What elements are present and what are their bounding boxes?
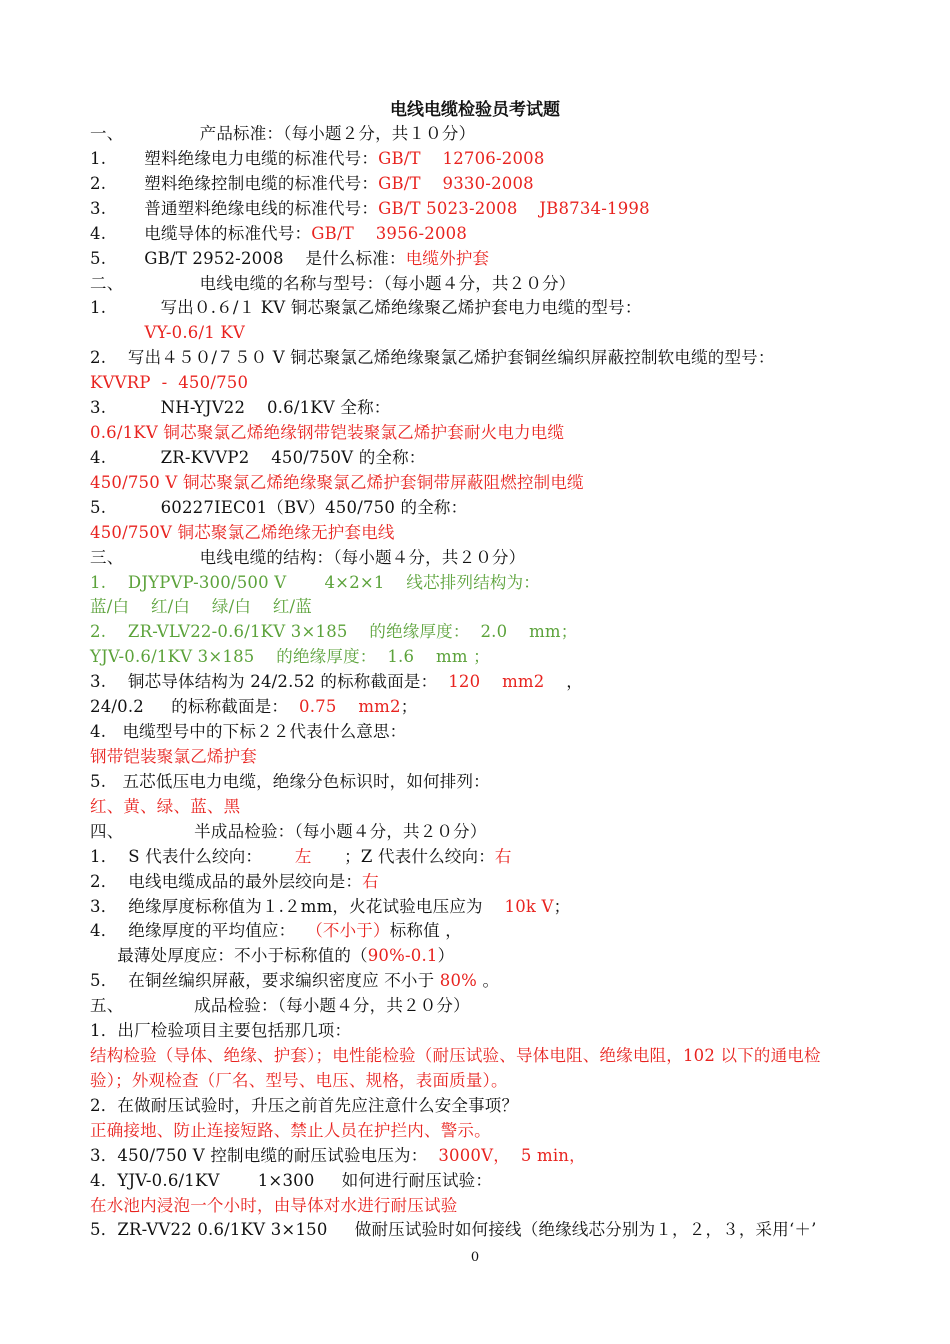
answer-text: GB/T 3956-2008 (311, 223, 468, 243)
text-line (90, 1046, 821, 1066)
answer-text: 450/750 V 铜芯聚氯乙烯绝缘聚氯乙烯护套铜带屏蔽阻燃控制电缆 (90, 472, 584, 492)
text-line (90, 1196, 457, 1216)
text-line (90, 597, 312, 617)
answer-text: 0.75 mm2 (299, 697, 401, 717)
question-text: 1. 写出０.６/１ KV 铜芯聚氯乙烯绝缘聚乙烯护套电力电缆的型号： (90, 298, 642, 318)
text-line (90, 473, 584, 493)
question-text: 3. NH-YJV22 0.6/1KV 全称： (90, 398, 391, 418)
page-title: 电线电缆检验员考试题 (390, 100, 560, 120)
text-line (90, 747, 257, 767)
question-text: 4． 绝缘厚度的平均值应： (90, 921, 307, 941)
question-text: 3．450/750 V 控制电缆的耐压试验电压为： (90, 1145, 439, 1165)
answer-text: GB/T 9330-2008 (378, 173, 534, 193)
text-line (90, 921, 462, 941)
question-text: 1．出厂检验项目主要包括那几项： (90, 1021, 352, 1041)
text-line (90, 946, 454, 966)
text-line (90, 1171, 492, 1191)
question-text: 标称值 ， (389, 921, 462, 941)
text-line (90, 448, 426, 468)
question-text: 4. 电缆导体的标准代号： (90, 223, 312, 243)
answer-text: 电缆外护套 (405, 248, 490, 268)
question-text: 5． 在铜丝编织屏蔽，要求编织密度应 不小于 (90, 971, 440, 991)
text-line (90, 1121, 491, 1141)
text-line (90, 872, 379, 892)
answer-text: KVVRP - 450/750 (90, 373, 249, 393)
question-text: ； (400, 697, 418, 717)
text-line (90, 1220, 817, 1240)
answer-text: 3000V， 5 min， (438, 1145, 586, 1165)
question-text: 3. 普通塑料绝缘电线的标准代号： (90, 198, 379, 218)
answer-text: 钢带铠装聚氯乙烯护套 (90, 747, 257, 766)
text-line (90, 398, 390, 418)
highlight-text: YJV-0.6/1KV 3×185 的绝缘厚度： 1.6 mm ； (90, 647, 490, 667)
text-line (90, 897, 570, 917)
text-line (90, 722, 406, 742)
question-text: 最薄处厚度应：不小于标称值的（ (90, 946, 368, 966)
answer-text: 在水池内浸泡一个小时，由导体对水进行耐压试验 (90, 1195, 458, 1215)
answer-text: VY-0.6/1 KV (90, 323, 246, 343)
question-text: 1. 塑料绝缘电力电缆的标准代号： (90, 148, 379, 168)
question-text: 1． S 代表什么绞向： (90, 846, 295, 866)
question-text: 2. 塑料绝缘控制电缆的标准代号： (90, 173, 379, 193)
answer-text: 正确接地、防止连接短路、禁止人员在护拦内、警示。 (90, 1120, 491, 1140)
answer-text: 80% (439, 971, 478, 991)
question-text: ； (553, 896, 571, 916)
text-line (90, 423, 564, 443)
text-line (90, 573, 540, 593)
text-line (90, 373, 248, 393)
text-line (90, 174, 534, 194)
text-line (90, 249, 489, 269)
answer-text: 120 mm2 (448, 672, 545, 692)
text-line (90, 1096, 518, 1116)
text-line (90, 548, 525, 568)
answer-text: 0.6/1KV 铜芯聚氯乙烯绝缘钢带铠装聚氯乙烯护套耐火电力电缆 (90, 423, 565, 443)
question-text: 4．YJV-0.6/1KV 1×300 如何进行耐压试验： (90, 1170, 493, 1190)
text-line (90, 672, 583, 692)
question-text: 4. 电缆型号中的下标２２代表什么意思： (90, 722, 407, 742)
text-line (90, 149, 545, 169)
highlight-text: 蓝/白 红/白 绿/白 红/蓝 (90, 597, 312, 617)
question-text: 四、 半成品检验：（每小题４分，共２０分） (90, 821, 487, 841)
question-text: 5. GB/T 2952-2008 是什么标准： (90, 248, 406, 268)
answer-text: GB/T 12706-2008 (378, 148, 545, 168)
text-line (90, 971, 499, 991)
question-text: 二、 电线电缆的名称与型号：（每小题４分，共２０分） (90, 273, 576, 293)
text-line (90, 1021, 351, 1041)
text-line (90, 124, 475, 144)
question-text: ） (437, 946, 455, 966)
text-line (90, 647, 490, 667)
answer-text: 右 (494, 846, 512, 866)
question-text: 3. 铜芯导体结构为 24/2.52 的标称截面是： (90, 672, 449, 692)
highlight-text: 2. ZR-VLV22-0.6/1KV 3×185 的绝缘厚度： 2.0 mm； (90, 622, 578, 642)
question-text: ， (544, 672, 583, 692)
answer-text: 10k V (504, 896, 554, 916)
answer-text: 90%-0.1 (367, 946, 438, 966)
text-line (90, 697, 417, 717)
question-text: 5. 五芯低压电力电缆，绝缘分色标识时，如何排列： (90, 771, 490, 791)
text-line (90, 847, 512, 867)
answer-text: 结构检验（导体、绝缘、护套）；电性能检验（耐压试验、导体电阻、绝缘电阻，102 以下的通电检 (90, 1046, 821, 1066)
text-line (90, 199, 650, 219)
answer-text: 红、黄、绿、蓝、黑 (90, 796, 241, 816)
answer-text: 左 (294, 846, 312, 866)
text-line (90, 772, 490, 792)
text-line (90, 323, 245, 343)
answer-text: （不小于） (306, 921, 390, 941)
text-line (90, 498, 467, 518)
question-text: 一、 产品标准：（每小题２分，共１０分） (90, 124, 476, 143)
question-text: 5. 60227IEC01（BV）450/750 的全称： (90, 497, 468, 517)
question-text: 5．ZR-VV22 0.6/1KV 3×150 做耐压试验时如何接线（绝缘线芯分别为１，２，３，采用‘＋’ (90, 1220, 817, 1240)
question-text: 3． 绝缘厚度标称值为１.２mm，火花试验电压应为 (90, 896, 505, 916)
text-line (90, 797, 240, 817)
text-line (90, 298, 642, 318)
text-line (90, 622, 577, 642)
text-line (90, 523, 395, 543)
question-text: 2．在做耐压试验时，升压之前首先应注意什么安全事项？ (90, 1095, 519, 1115)
text-line (90, 1071, 508, 1091)
text-line (90, 224, 467, 244)
question-text: 4. ZR-KVVP2 450/750V 的全称： (90, 447, 426, 467)
question-text: 。 (477, 971, 500, 991)
highlight-text: 1. DJYPVP-300/500 V 4×2×1 线芯排列结构为： (90, 572, 540, 592)
answer-text: 450/750V 铜芯聚氯乙烯绝缘无护套电线 (90, 522, 395, 542)
text-line (90, 996, 470, 1016)
question-text: 2． 电线电缆成品的最外层绞向是： (90, 871, 363, 891)
question-text: 2. 写出４５０/７５０ V 铜芯聚氯乙烯绝缘聚氯乙烯护套铜丝编织屏蔽控制软电缆的型号： (90, 348, 775, 368)
answer-text: 右 (362, 871, 379, 891)
text-line (90, 822, 487, 842)
question-text: ；Z 代表什么绞向： (311, 846, 495, 866)
text-line (90, 348, 775, 368)
text-line (90, 274, 575, 294)
question-text: 24/0.2 的标称截面是： (90, 697, 300, 717)
page-number: 0 (470, 1250, 480, 1265)
answer-text: GB/T 5023-2008 JB8734-1998 (378, 198, 650, 218)
question-text: 五、 成品检验：（每小题４分，共２０分） (90, 996, 470, 1016)
text-line (90, 1146, 586, 1166)
answer-text: 验）；外观检查（厂名、型号、电压、规格，表面质量）。 (90, 1070, 508, 1090)
question-text: 三、 电线电缆的结构：（每小题４分，共２０分） (90, 547, 526, 567)
